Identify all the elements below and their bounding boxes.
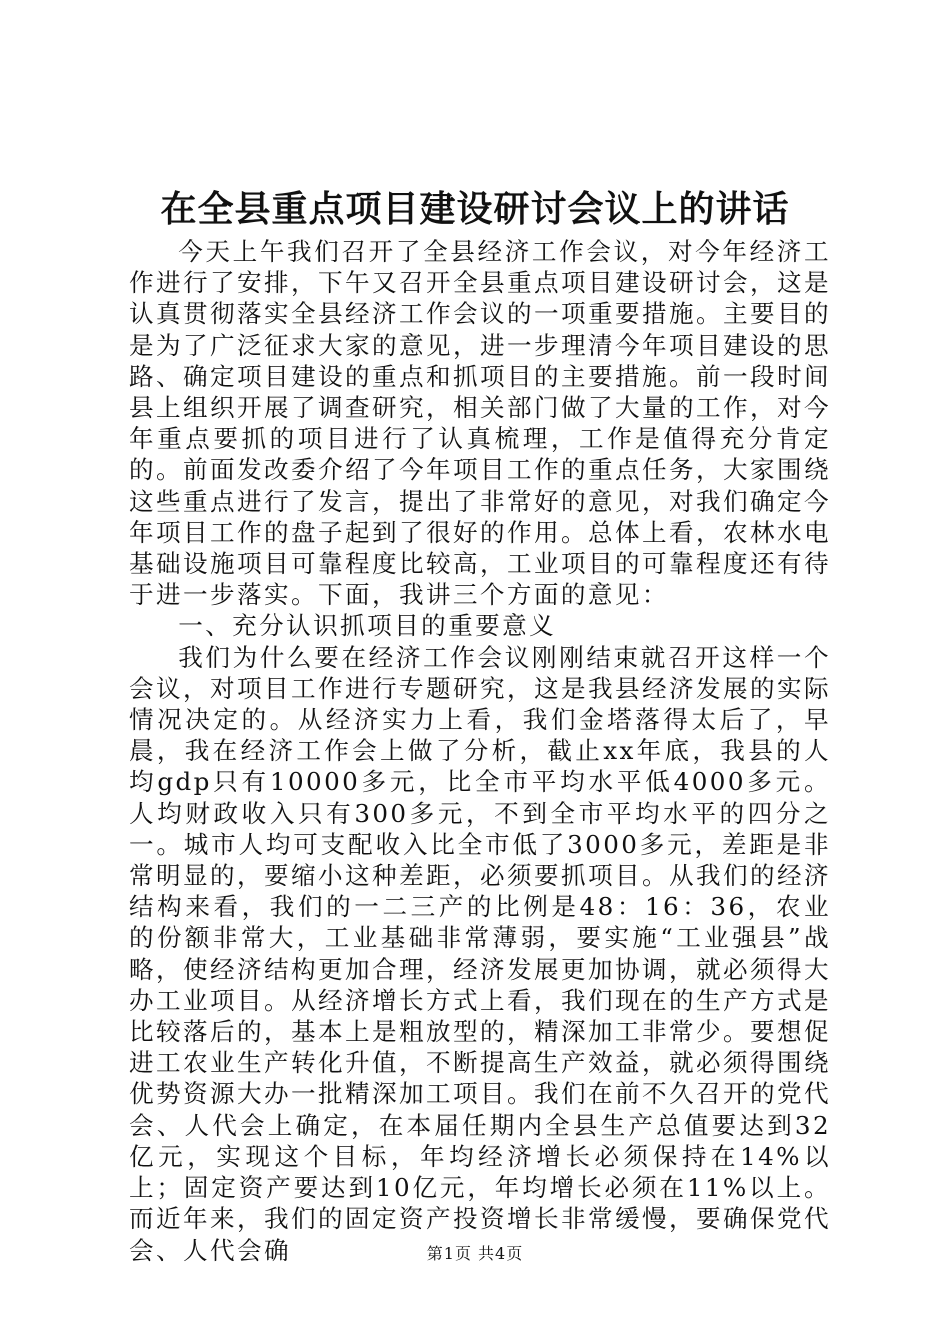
page-footer: 第1页 共4页 — [426, 1244, 524, 1263]
document-title: 在全县重点项目建设研讨会议上的讲话 — [160, 188, 790, 230]
paragraph-intro: 今天上午我们召开了全县经济工作会议，对今年经济工作进行了安排，下午又召开全县重点项目建设研讨会，这是认真贯彻落实全县经济工作会议的一项重要措施。主要目的是为了广泛征求大家的意见，进一步理清今年项目建设的思路、确定项目建设的重点和抓项目的主要措施。前一段时间县上组织开展了调查研究，相关部门做了大量的工作，对今年重点要抓的项目进行了认真梳理，工作是值得充分肯定的。前面发改委介绍了今年项目工作的重点任务，大家围绕这些重点进行了发言，提出了非常好的意见，对我们确定今年项目工作的盘子起到了很好的作用。总体上看，农林水电基础设施项目可靠程度比较高，工业项目的可靠程度还有待于进一步落实。下面，我讲三个方面的意见： — [129, 237, 831, 610]
section-heading-1: 一、充分认识抓项目的重要意义 — [178, 611, 557, 641]
paragraph-section-1: 我们为什么要在经济工作会议刚刚结束就召开这样一个会议，对项目工作进行专题研究，这是我县经济发展的实际情况决定的。从经济实力上看，我们金塔落得太后了，早晨，我在经济工作会上做了分析，截止xx年底，我县的人均gdp只有10000多元，比全市平均水平低4000多元。人均财政收入只有300多元，不到全市平均水平的四分之一。城市人均可支配收入比全市低了3000多元，差距是非常明显的，要缩小这种差距，必须要抓项目。从我们的经济结构来看，我们的一二三产的比例是48：16：36，农业的份额非常大，工业基础非常薄弱，要实施“工业强县”战略，使经济结构更加合理，经济发展更加协调，就必须得大办工业项目。从经济增长方式上看，我们现在的生产方式是比较落后的，基本上是粗放型的，精深加工非常少。要想促进工农业生产转化升值，不断提高生产效益，就必须得围绕优势资源大办一批精深加工项目。我们在前不久召开的党代会、人代会上确定，在本届任期内全县生产总值要达到32亿元，实现这个目标，年均经济增长必须保持在14%以上；固定资产要达到10亿元，年均增长必须在11%以上。而近年来，我们的固定资产投资增长非常缓慢，要确保党代会、人代会确 — [129, 642, 831, 1265]
document-body — [129, 236, 831, 1266]
